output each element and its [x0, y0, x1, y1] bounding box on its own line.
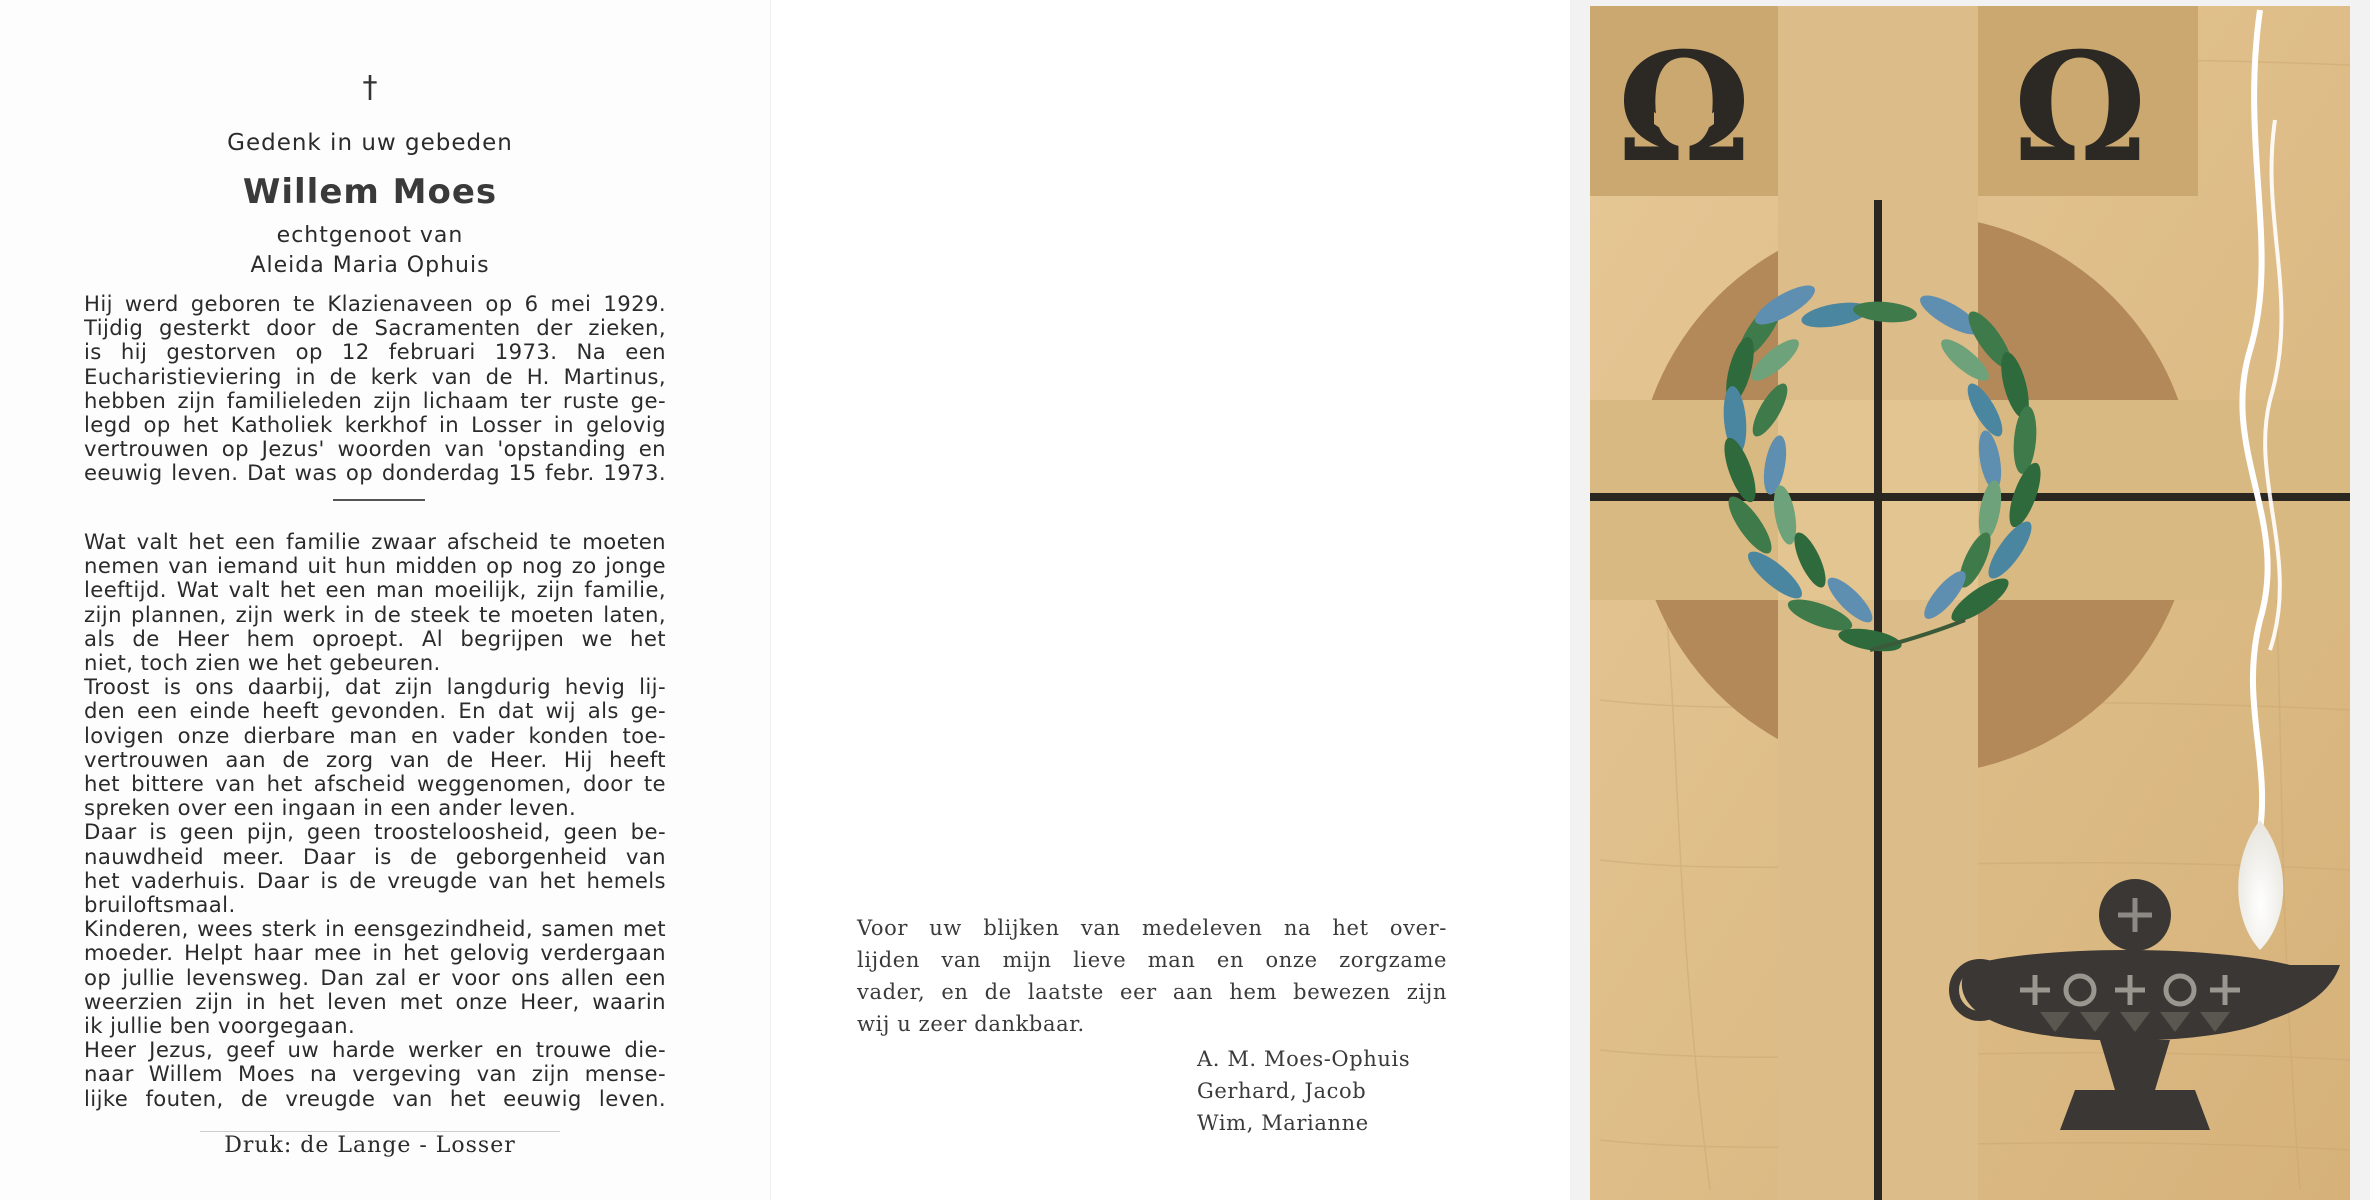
message-line: het bittere van het afscheid weggenomen, door te — [84, 772, 666, 797]
message-line: Wat valt het een familie zwaar afscheid te moeten — [84, 530, 666, 554]
message-line: vertrouwen aan de zorg van de Heer. Hij heeft — [84, 747, 666, 772]
message-line: Daar is geen pijn, geen troosteloosheid, geen be- — [84, 820, 666, 845]
biography-paragraph — [84, 292, 666, 486]
message-line: nemen van iemand uit hun midden op nog zo jonge — [84, 554, 666, 579]
thanks-line: lijden van mijn lieve man en onze zorgzame — [857, 948, 1447, 972]
bio-line: is hij gestorven op 12 februari 1973. Na een — [84, 340, 666, 365]
message-line: zijn plannen, zijn werk in de steek te moeten laten, — [84, 602, 666, 627]
thanks-panel — [770, 0, 1570, 1200]
omega-symbol: Ω — [2013, 20, 2147, 196]
message-line: niet, toch zien we het gebeuren. — [84, 651, 441, 676]
message-line: het vaderhuis. Daar is de vreugde van het hemels — [84, 868, 666, 893]
bio-line: vertrouwen op Jezus' woorden van 'opstanding en — [84, 437, 666, 462]
message-line: Troost is ons daarbij, dat zijn langdurig hevig lij- — [84, 675, 666, 700]
message-line: spreken over een ingaan in een ander leven. — [84, 796, 577, 821]
signers-block — [1197, 1043, 1410, 1139]
message-line: naar Willem Moes na vergeving van zijn mense- — [84, 1062, 666, 1087]
bio-line: Tijdig gesterkt door de Sacramenten der zieken, — [84, 316, 666, 341]
message-paragraph — [84, 530, 666, 1111]
signer-line: Gerhard, Jacob — [1197, 1079, 1367, 1103]
message-line: lijke fouten, de vreugde van het eeuwig leven. — [84, 1086, 666, 1111]
message-line: bruiloftsmaal. — [84, 893, 236, 918]
intro-text: Gedenk in uw gebeden — [227, 130, 513, 156]
section-divider — [333, 499, 425, 501]
footer-rule — [200, 1131, 560, 1132]
bio-line: Hij werd geboren te Klazienaveen op 6 mei 1929. — [84, 292, 666, 316]
signer-line: A. M. Moes-Ophuis — [1197, 1047, 1411, 1071]
bio-line: legd op het Katholiek kerkhof in Losser in gelovig — [84, 413, 666, 438]
deceased-name: Willem Moes — [242, 172, 498, 212]
lamp-base — [2060, 1090, 2210, 1130]
message-line: lovigen onze dierbare man en vader konden toe- — [84, 723, 666, 748]
bio-line: Eucharistieviering in de kerk van de H. Martinus, — [84, 364, 666, 389]
message-line: op jullie levensweg. Dan zal er voor ons allen een — [84, 965, 666, 990]
illustration-panel — [1570, 0, 2370, 1200]
memorial-artwork — [1570, 0, 2370, 1200]
message-line: Kinderen, wees sterk in eensgezindheid, samen met — [84, 917, 666, 942]
message-line: ik jullie ben voorgegaan. — [84, 1014, 356, 1039]
bio-line: hebben zijn familieleden zijn lichaam ter ruste ge- — [84, 388, 666, 413]
spouse-name: Aleida Maria Ophuis — [250, 253, 490, 278]
memorial-text-panel — [0, 0, 770, 1200]
thanks-line: wij u zeer dankbaar. — [857, 1012, 1085, 1036]
cross-symbol: † — [362, 70, 378, 105]
printer-credit: Druk: de Lange - Losser — [224, 1133, 516, 1158]
message-line: Heer Jezus, geef uw harde werker en trouwe die- — [84, 1038, 666, 1063]
message-line: leeftijd. Wat valt het een man moeilijk, zijn familie, — [84, 578, 666, 603]
signer-line: Wim, Marianne — [1197, 1111, 1369, 1135]
bio-line: eeuwig leven. Dat was op donderdag 15 febr. 1973. — [84, 461, 666, 486]
message-line: den een einde heeft gevonden. En dat wij als ge- — [84, 699, 666, 724]
thanks-paragraph — [857, 912, 1447, 1040]
message-line: moeder. Helpt haar mee in het gelovig verdergaan — [84, 941, 666, 966]
thanks-line: Voor uw blijken van medeleven na het over- — [857, 916, 1447, 940]
message-line: als de Heer hem oproept. Al begrijpen we het — [84, 626, 666, 651]
message-line: weerzien zijn in het leven met onze Heer, waarin — [84, 989, 666, 1014]
message-line: nauwdheid meer. Daar is de geborgenheid van — [84, 844, 666, 869]
spouse-label: echtgenoot van — [276, 223, 464, 248]
thanks-line: vader, en de laatste eer aan hem bewezen zijn — [857, 980, 1447, 1004]
alpha-omega-symbol: Ω — [1617, 20, 1751, 196]
